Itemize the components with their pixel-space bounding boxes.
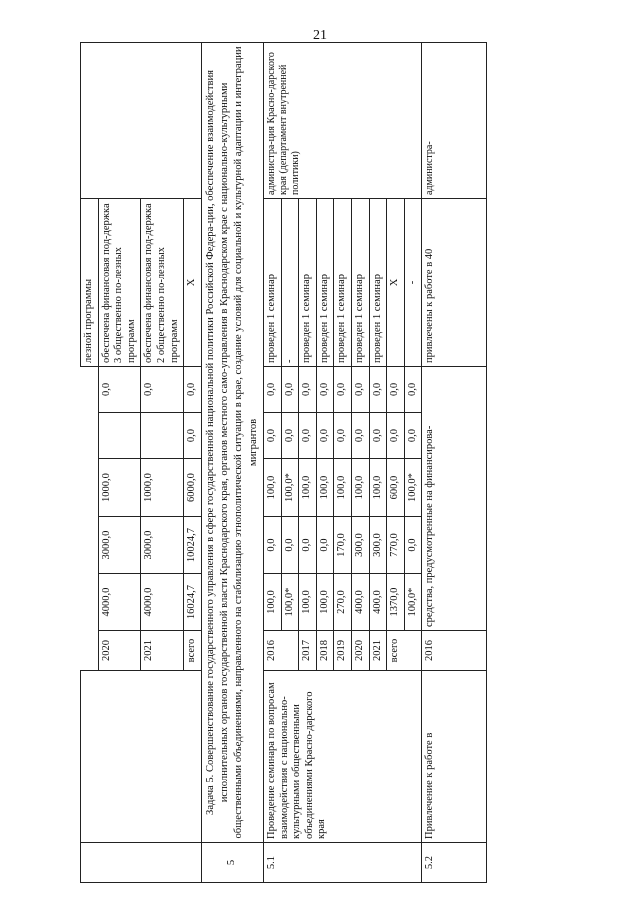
result-cell: привлечены к работе в 40 [422, 198, 487, 366]
value-cell: 100,0 [334, 459, 352, 517]
year-cell: 2021 [369, 631, 387, 671]
value-cell: 170,0 [334, 517, 352, 574]
rotated-table-wrapper [80, 43, 588, 883]
value-cell: 0,0 [316, 517, 334, 574]
item-number: 5.2 [422, 843, 487, 883]
year-cell: 2016 [422, 631, 487, 671]
result-cell: проведен 1 семинар [299, 198, 317, 366]
year-cell: 2016 [263, 631, 298, 671]
value-cell: 0,0 [184, 413, 202, 459]
value-cell: 400,0 [369, 574, 387, 631]
result-cell: - [281, 198, 299, 366]
item-name: Проведение семинара по вопросам взаимодействия с национально-культурными общественными объединениями Красно-дарского края [263, 671, 421, 843]
task-number: 5 [201, 843, 263, 883]
value-cell: 10024,7 [184, 517, 202, 574]
value-cell: 100,0 [316, 459, 334, 517]
value-cell: 100,0* [404, 459, 422, 517]
result-cell: обеспечена финансовая под-держка 3 общественно по-лезных программ [98, 198, 141, 366]
year-cell: 2020 [351, 631, 369, 671]
value-cell: 600,0 [387, 459, 405, 517]
value-cell: 0,0 [299, 413, 317, 459]
value-cell: 6000,0 [184, 459, 202, 517]
value-cell: 0,0 [281, 366, 299, 412]
value-cell: 0,0 [141, 366, 184, 412]
value-cell: 100,0* [281, 459, 299, 517]
value-cell: 0,0 [263, 413, 281, 459]
result-cell: - [404, 198, 422, 366]
value-cell: 0,0 [404, 366, 422, 412]
value-cell: 100,0* [404, 574, 422, 631]
item-name: Привлечение к работе в [422, 671, 487, 843]
value-cell: 0,0 [369, 366, 387, 412]
table-row [201, 42, 263, 882]
value-cell: 100,0 [369, 459, 387, 517]
page-number: 21 [313, 28, 327, 43]
value-cell: 0,0 [299, 517, 317, 574]
table-row [263, 42, 281, 882]
value-cell: 0,0 [369, 413, 387, 459]
result-cell: проведен 1 семинар [263, 198, 281, 366]
value-cell: 0,0 [184, 366, 202, 412]
value-cell: 100,0 [299, 459, 317, 517]
task-description: Задача 5. Совершенствование государственного управления в сфере государственной национальной политики Российской Федера-ции, обеспечение взаимодействия исполнительных органов государственной власти Краснодарского края, органов местного само-управления в Краснодарском крае с национально-культурными общественными объединениями, направленного на стабилизацию этнополитической ситуации в крае, создание условий для социальной и культурной адаптации и интеграции мигрантов [201, 42, 263, 842]
year-cell: всего [387, 631, 422, 671]
value-cell: 400,0 [351, 574, 369, 631]
result-cell: проведен 1 семинар [316, 198, 334, 366]
value-cell: 770,0 [387, 517, 405, 574]
value-cell: 100,0 [316, 574, 334, 631]
year-cell: 2020 [98, 631, 141, 671]
value-cell: 16024,7 [184, 574, 202, 631]
value-cell: 0,0 [316, 366, 334, 412]
result-cell: проведен 1 семинар [369, 198, 387, 366]
value-cell: 0,0 [334, 366, 352, 412]
value-cell: 0,0 [316, 413, 334, 459]
value-cell [98, 413, 141, 459]
result-cell: X [184, 198, 202, 366]
value-cell: 100,0 [351, 459, 369, 517]
value-cell: 100,0* [281, 574, 299, 631]
year-cell: 2017 [299, 631, 317, 671]
result-cell: обеспечена финансовая под-держка 2 общественно по-лезных программ [141, 198, 184, 366]
program-table [80, 42, 487, 883]
value-cell: 3000,0 [141, 517, 184, 574]
value-cell: 0,0 [351, 366, 369, 412]
value-cell: 3000,0 [98, 517, 141, 574]
value-cell: 0,0 [334, 413, 352, 459]
value-cell: 100,0 [299, 574, 317, 631]
value-cell: 1000,0 [141, 459, 184, 517]
table-row [81, 42, 99, 882]
cell-empty [81, 671, 202, 843]
value-cell: 0,0 [404, 517, 422, 574]
executor-cell: администра-ция Красно-дарского края (департамент внутренней политики) [263, 42, 421, 198]
result-cell: X [387, 198, 405, 366]
year-cell: 2021 [141, 631, 184, 671]
funding-note: средства, предусмотренные на финансирова- [422, 366, 487, 630]
value-cell: 300,0 [351, 517, 369, 574]
value-cell: 4000,0 [98, 574, 141, 631]
value-cell: 0,0 [281, 413, 299, 459]
result-cell: проведен 1 семинар [351, 198, 369, 366]
value-cell: 0,0 [263, 517, 281, 574]
value-cell: 0,0 [281, 517, 299, 574]
value-cell: 100,0 [263, 574, 281, 631]
value-cell: 1370,0 [387, 574, 405, 631]
value-cell: 1000,0 [98, 459, 141, 517]
value-cell: 0,0 [404, 413, 422, 459]
year-cell: 2019 [334, 631, 352, 671]
value-cell: 270,0 [334, 574, 352, 631]
value-cell: 0,0 [351, 413, 369, 459]
value-cell: 300,0 [369, 517, 387, 574]
value-cell: 0,0 [387, 413, 405, 459]
value-cell: 0,0 [299, 366, 317, 412]
executor-cell: администра- [422, 42, 487, 198]
value-cell: 0,0 [98, 366, 141, 412]
table-row [422, 42, 487, 882]
item-number: 5.1 [263, 843, 421, 883]
value-cell: 0,0 [263, 366, 281, 412]
cell-empty [81, 42, 202, 198]
cell-empty [81, 366, 99, 670]
year-cell: всего [184, 631, 202, 671]
value-cell [141, 413, 184, 459]
result-cell: проведен 1 семинар [334, 198, 352, 366]
cell-empty [81, 843, 202, 883]
year-cell: 2018 [316, 631, 334, 671]
value-cell: 4000,0 [141, 574, 184, 631]
value-cell: 0,0 [387, 366, 405, 412]
value-cell: 100,0 [263, 459, 281, 517]
program-tail: лезной программы [81, 198, 99, 366]
